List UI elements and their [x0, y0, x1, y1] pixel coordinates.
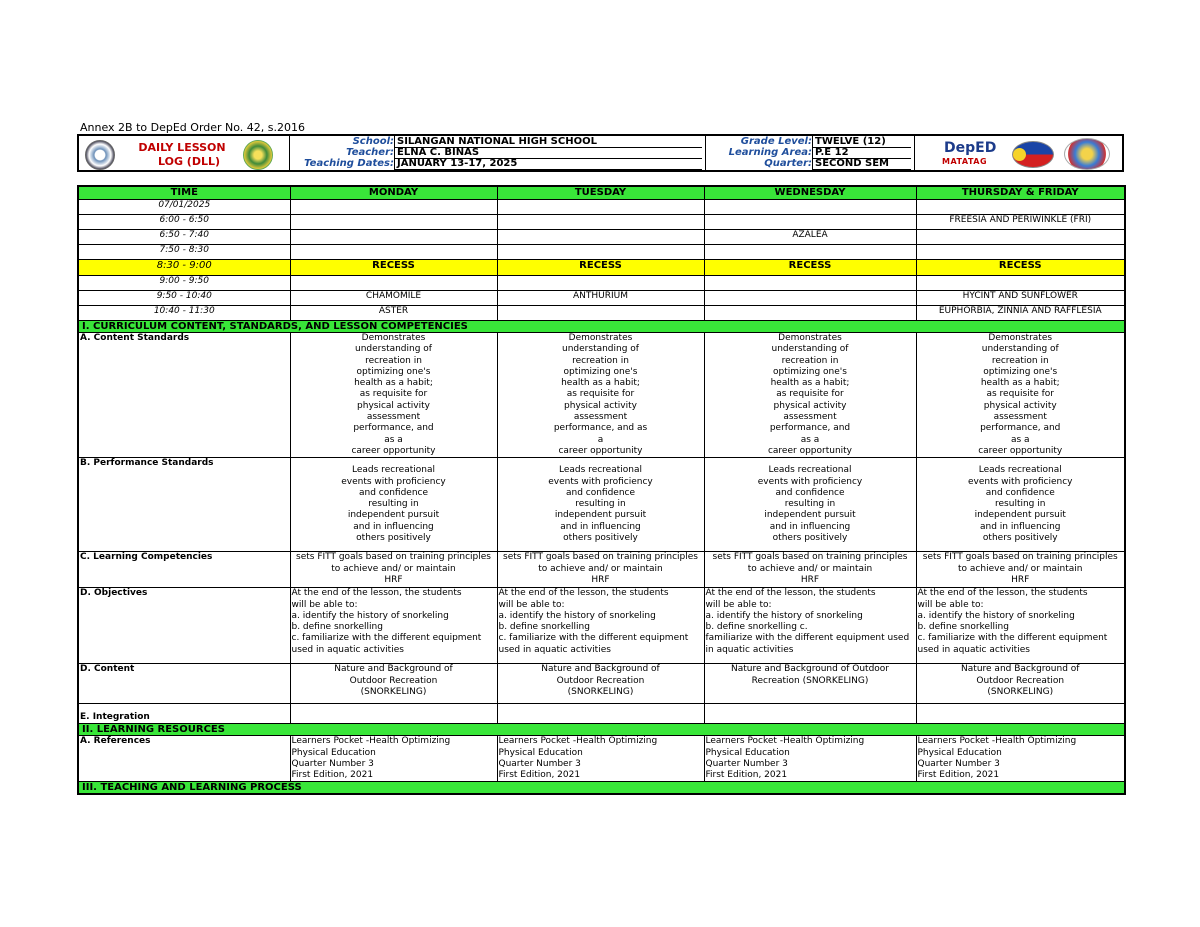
dll-title-line1: DAILY LESSON [138, 141, 226, 154]
references-cell: Learners Pocket -Health Optimizing Physical Education Quarter Number 3 First Edition, 2021 [704, 736, 916, 782]
schedule-row [78, 215, 1125, 230]
time-cell: 9:50 - 10:40 [78, 291, 290, 306]
row-label: A. References [78, 736, 290, 782]
schedule-cell [497, 215, 704, 230]
content-cell: Nature and Background of Outdoor Recreation (SNORKELING) [916, 664, 1125, 704]
recess-cell: RECESS [497, 260, 704, 276]
references-cell: Learners Pocket -Health Optimizing Physical Education Quarter Number 3 First Edition, 2021 [497, 736, 704, 782]
schedule-row [78, 200, 1125, 215]
schedule-cell [290, 245, 497, 260]
section-row [78, 782, 1125, 795]
schedule-cell [290, 276, 497, 291]
row-label: C. Learning Competencies [78, 552, 290, 588]
recess-row [78, 260, 1125, 276]
col-header-thursday-friday: THURSDAY & FRIDAY [916, 186, 1125, 200]
content-cell: Nature and Background of Outdoor Recreation (SNORKELING) [497, 664, 704, 704]
col-header-time: TIME [78, 186, 290, 200]
schedule-cell [704, 245, 916, 260]
teacher-label: Teacher: [346, 147, 394, 158]
content-cell: Nature and Background of Outdoor Recreation (SNORKELING) [290, 664, 497, 704]
section-row [78, 321, 1125, 333]
divider [705, 136, 706, 170]
schedule-cell [290, 230, 497, 245]
section-teaching-process: III. TEACHING AND LEARNING PROCESS [78, 782, 1125, 795]
school-value: SILANGAN NATIONAL HIGH SCHOOL [394, 136, 702, 148]
divider [289, 136, 290, 170]
deped-seal-icon [85, 140, 115, 170]
table-header-row [78, 186, 1125, 200]
schedule-cell [497, 230, 704, 245]
time-cell: 10:40 - 11:30 [78, 306, 290, 321]
content-standards-cell: Demonstrates understanding of recreation in optimizing one's health as a habit; as requisite for physical activity assessment performance, and as a career opportunity [704, 333, 916, 458]
content-row [78, 664, 1125, 704]
schedule-cell [497, 306, 704, 321]
performance-standards-row [78, 458, 1125, 552]
performance-standards-cell: Leads recreational events with proficiency and confidence resulting in independent pursuit and in influencing others positively [916, 458, 1125, 552]
schedule-cell [497, 276, 704, 291]
integration-cell [704, 704, 916, 724]
schedule-cell: ANTHURIUM [497, 291, 704, 306]
row-label: D. Objectives [78, 588, 290, 664]
schedule-cell [704, 291, 916, 306]
matatag-logo: MATATAG [942, 157, 988, 166]
schedule-cell: HYCINT AND SUNFLOWER [916, 291, 1125, 306]
time-cell: 8:30 - 9:00 [78, 260, 290, 276]
schedule-cell [497, 245, 704, 260]
recess-cell: RECESS [290, 260, 497, 276]
dates-label: Teaching Dates: [304, 158, 394, 169]
competencies-cell: sets FITT goals based on training principles to achieve and/ or maintain HRF [497, 552, 704, 588]
grade-label: Grade Level: [740, 136, 812, 147]
area-value: P.E 12 [812, 147, 911, 159]
row-label: B. Performance Standards [78, 458, 290, 552]
integration-cell [497, 704, 704, 724]
time-cell: 07/01/2025 [78, 200, 290, 215]
schedule-cell [290, 215, 497, 230]
objectives-cell: At the end of the lesson, the students will be able to: a. identify the history of snorkeling b. define snorkelling c. familiarize with the different equipment used in aquatic activities [497, 588, 704, 664]
integration-cell [916, 704, 1125, 724]
references-cell: Learners Pocket -Health Optimizing Physical Education Quarter Number 3 First Edition, 2021 [290, 736, 497, 782]
schedule-row [78, 245, 1125, 260]
competencies-cell: sets FITT goals based on training principles to achieve and/ or maintain HRF [916, 552, 1125, 588]
content-standards-cell: Demonstrates understanding of recreation in optimizing one's health as a habit; as requisite for physical activity assessment performance, and as a career opportunity [290, 333, 497, 458]
row-label: A. Content Standards [78, 333, 290, 458]
time-cell: 9:00 - 9:50 [78, 276, 290, 291]
col-header-tuesday: TUESDAY [497, 186, 704, 200]
schedule-cell: ASTER [290, 306, 497, 321]
objectives-row [78, 588, 1125, 664]
section-row [78, 724, 1125, 736]
dll-title-line2: LOG (DLL) [157, 155, 221, 168]
col-header-wednesday: WEDNESDAY [704, 186, 916, 200]
section-learning-resources: II. LEARNING RESOURCES [78, 724, 1125, 736]
dates-value: JANUARY 13-17, 2025 [394, 158, 702, 170]
col-header-monday: MONDAY [290, 186, 497, 200]
row-label: E. Integration [78, 704, 290, 724]
references-row [78, 736, 1125, 782]
schedule-cell [916, 276, 1125, 291]
grade-value: TWELVE (12) [812, 136, 911, 148]
recess-cell: RECESS [704, 260, 916, 276]
schedule-cell [916, 245, 1125, 260]
time-cell: 6:50 - 7:40 [78, 230, 290, 245]
quarter-label: Quarter: [764, 158, 812, 169]
schedule-cell: AZALEA [704, 230, 916, 245]
schedule-row [78, 230, 1125, 245]
schedule-cell: CHAMOMILE [290, 291, 497, 306]
performance-standards-cell: Leads recreational events with proficiency and confidence resulting in independent pursuit and in influencing others positively [290, 458, 497, 552]
deped-logos [914, 136, 1124, 170]
quarter-row [707, 158, 911, 170]
objectives-cell: At the end of the lesson, the students will be able to: a. identify the history of snorkeling b. define snorkelling c. familiarize with the different equipment used in aquatic activities [916, 588, 1125, 664]
content-standards-row [78, 333, 1125, 458]
schedule-cell [704, 276, 916, 291]
time-cell: 6:00 - 6:50 [78, 215, 290, 230]
performance-standards-cell: Leads recreational events with proficiency and confidence resulting in independent pursuit and in influencing others positively [497, 458, 704, 552]
integration-row [78, 704, 1125, 724]
schedule-cell: EUPHORBIA, ZINNIA AND RAFFLESIA [916, 306, 1125, 321]
schedule-cell [704, 200, 916, 215]
dates-row [291, 158, 702, 170]
deped-logo: DepED [944, 140, 997, 156]
competencies-row [78, 552, 1125, 588]
schedule-row [78, 276, 1125, 291]
schedule-cell [704, 306, 916, 321]
lesson-log-table [77, 185, 1126, 795]
row-label: D. Content [78, 664, 290, 704]
schedule-cell [704, 215, 916, 230]
schedule-cell [290, 200, 497, 215]
schedule-cell [916, 230, 1125, 245]
content-standards-cell: Demonstrates understanding of recreation in optimizing one's health as a habit; as requisite for physical activity assessment performance, and as a career opportunity [497, 333, 704, 458]
objectives-cell: At the end of the lesson, the students will be able to: a. identify the history of snorkeling b. define snorkelling c. familiarize with the different equipment used in aquatic activities [290, 588, 497, 664]
schedule-row [78, 306, 1125, 321]
dll-title [137, 141, 227, 169]
philippine-seal-icon [1064, 138, 1110, 170]
integration-cell [290, 704, 497, 724]
performance-standards-cell: Leads recreational events with proficiency and confidence resulting in independent pursuit and in influencing others positively [704, 458, 916, 552]
quarter-value: SECOND SEM [812, 158, 911, 170]
references-cell: Learners Pocket -Health Optimizing Physical Education Quarter Number 3 First Edition, 2021 [916, 736, 1125, 782]
annex-reference: Annex 2B to DepEd Order No. 42, s.2016 [80, 121, 306, 134]
schedule-row [78, 291, 1125, 306]
schedule-cell [497, 200, 704, 215]
schedule-cell [916, 200, 1125, 215]
school-label: School: [352, 136, 394, 147]
time-cell: 7:50 - 8:30 [78, 245, 290, 260]
school-seal-icon [243, 140, 273, 170]
teacher-value: ELNA C. BINAS [394, 147, 702, 159]
recess-cell: RECESS [916, 260, 1125, 276]
section-curriculum: I. CURRICULUM CONTENT, STANDARDS, AND LESSON COMPETENCIES [78, 321, 1125, 333]
content-standards-cell: Demonstrates understanding of recreation in optimizing one's health as a habit; as requisite for physical activity assessment performance, and as a career opportunity [916, 333, 1125, 458]
competencies-cell: sets FITT goals based on training principles to achieve and/ or maintain HRF [704, 552, 916, 588]
area-label: Learning Area: [728, 147, 812, 158]
bagong-pilipinas-icon [1012, 141, 1054, 168]
competencies-cell: sets FITT goals based on training principles to achieve and/ or maintain HRF [290, 552, 497, 588]
schedule-cell: FREESIA AND PERIWINKLE (FRI) [916, 215, 1125, 230]
objectives-cell: At the end of the lesson, the students will be able to: a. identify the history of snorkeling b. define snorkelling c. familiarize with the different equipment used in aquatic activities [704, 588, 916, 664]
content-cell: Nature and Background of Outdoor Recreation (SNORKELING) [704, 664, 916, 704]
dll-header [77, 134, 1124, 172]
